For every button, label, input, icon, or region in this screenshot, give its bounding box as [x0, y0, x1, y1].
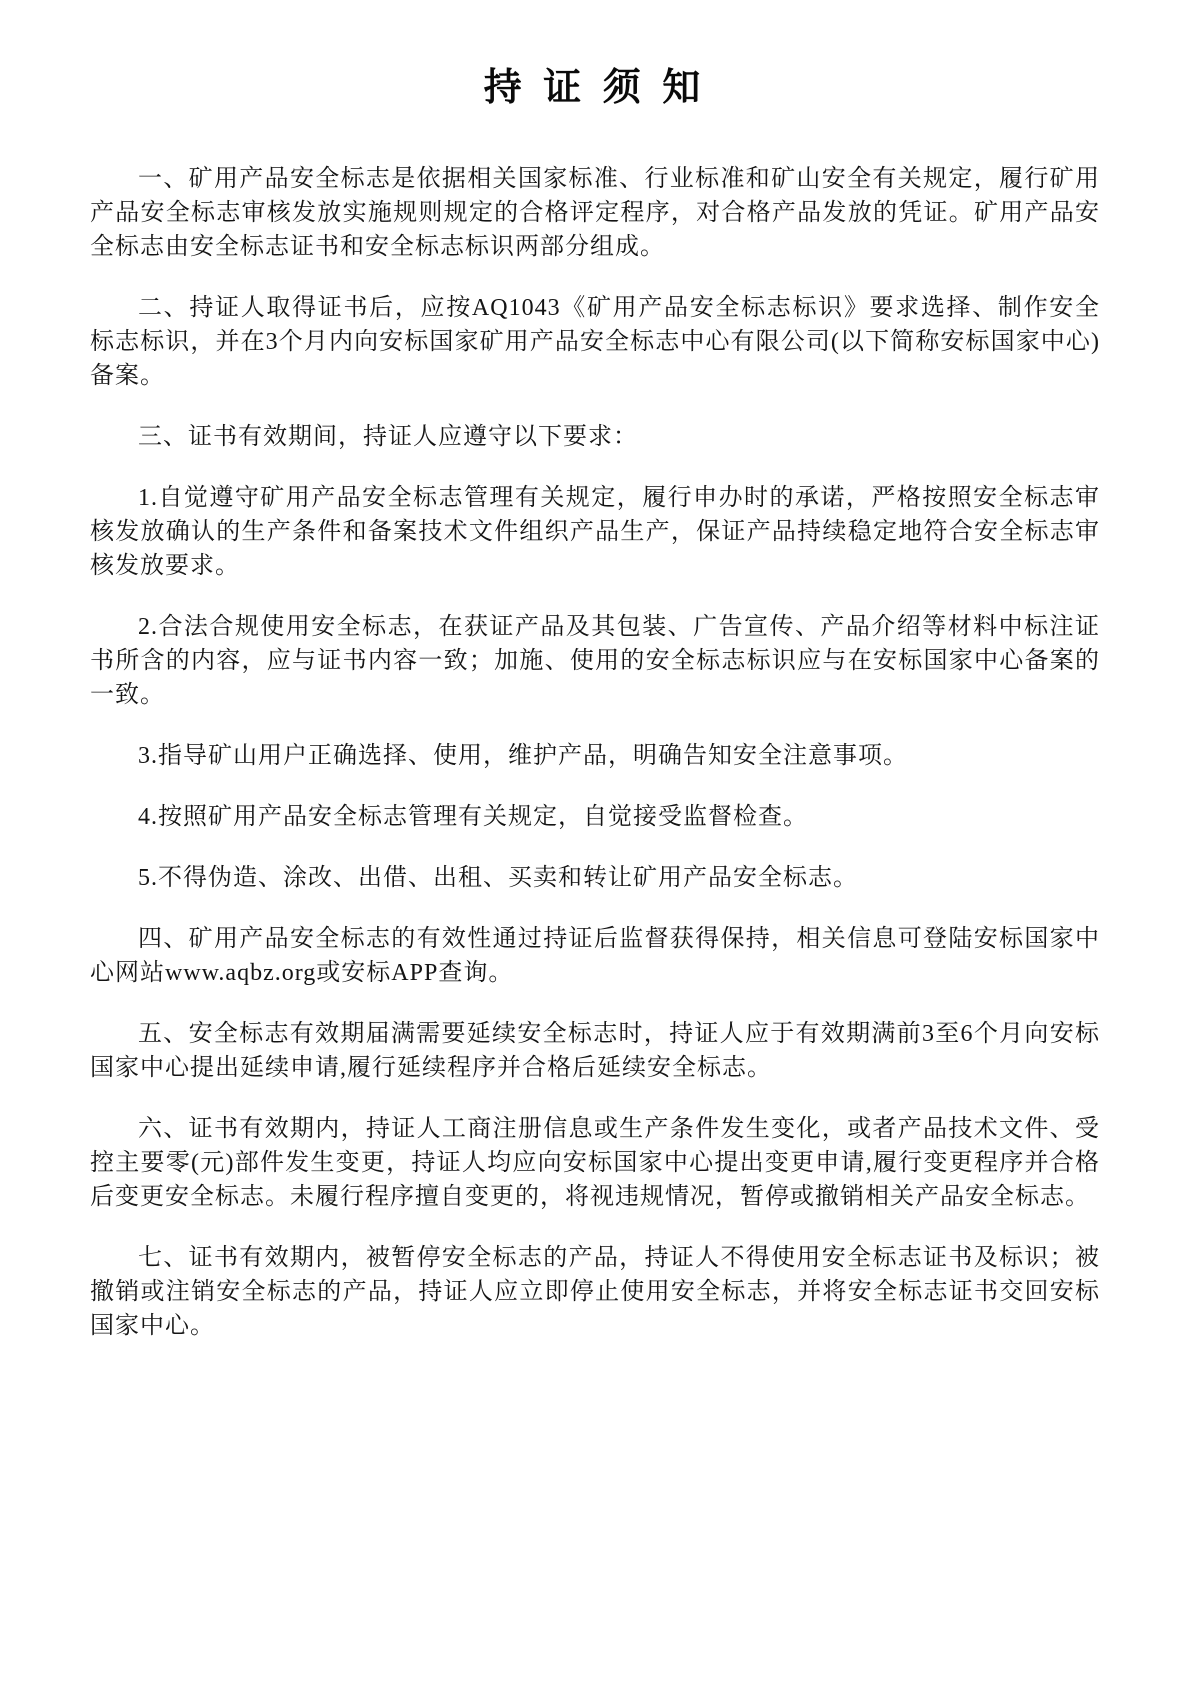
notice-paragraph-3: 三、证书有效期间，持证人应遵守以下要求：: [138, 424, 638, 450]
page-title: 持 证 须 知: [483, 67, 707, 109]
notice-paragraph-7: 4.按照矿用产品安全标志管理有关规定，自觉接受监督检查。: [138, 804, 808, 830]
notice-paragraph-10: 五、安全标志有效期届满需要延续安全标志时，持证人应于有效期满前3至6个月向安标国家中心提出延续申请,履行延续程序并合格后延续安全标志。: [90, 1021, 1100, 1081]
notice-paragraph-12: 七、证书有效期内，被暂停安全标志的产品，持证人不得使用安全标志证书及标识；被撤销或注销安全标志的产品，持证人应立即停止使用安全标志，并将安全标志证书交回安标国家中心。: [90, 1245, 1100, 1339]
notice-paragraph-9: 四、矿用产品安全标志的有效性通过持证后监督获得保持，相关信息可登陆安标国家中心网站www.aqbz.org或安标APP查询。: [90, 926, 1100, 986]
notice-paragraph-6: 3.指导矿山用户正确选择、使用，维护产品，明确告知安全注意事项。: [138, 743, 908, 769]
notice-paragraph-8: 5.不得伪造、涂改、出借、出租、买卖和转让矿用产品安全标志。: [138, 865, 858, 891]
notice-paragraph-11: 六、证书有效期内，持证人工商注册信息或生产条件发生变化，或者产品技术文件、受控主要零(元)部件发生变更，持证人均应向安标国家中心提出变更申请,履行变更程序并合格后变更安全标志。未履行程序擅自变更的，将视违规情况，暂停或撤销相关产品安全标志。: [90, 1116, 1100, 1210]
notice-paragraph-2: 二、持证人取得证书后，应按AQ1043《矿用产品安全标志标识》要求选择、制作安全标志标识，并在3个月内向安标国家矿用产品安全标志中心有限公司(以下简称安标国家中心)备案。: [90, 295, 1100, 389]
document-body: [90, 162, 1100, 1343]
notice-paragraph-4: 1.自觉遵守矿用产品安全标志管理有关规定，履行申办时的承诺，严格按照安全标志审核发放确认的生产条件和备案技术文件组织产品生产，保证产品持续稳定地符合安全标志审核发放要求。: [90, 485, 1100, 579]
notice-paragraph-1: 一、矿用产品安全标志是依据相关国家标准、行业标准和矿山安全有关规定，履行矿用产品安全标志审核发放实施规则规定的合格评定程序，对合格产品发放的凭证。矿用产品安全标志由安全标志证书和安全标志标识两部分组成。: [90, 166, 1100, 260]
notice-paragraph-5: 2.合法合规使用安全标志，在获证产品及其包装、广告宣传、产品介绍等材料中标注证书所含的内容，应与证书内容一致；加施、使用的安全标志标识应与在安标国家中心备案的一致。: [90, 614, 1100, 708]
